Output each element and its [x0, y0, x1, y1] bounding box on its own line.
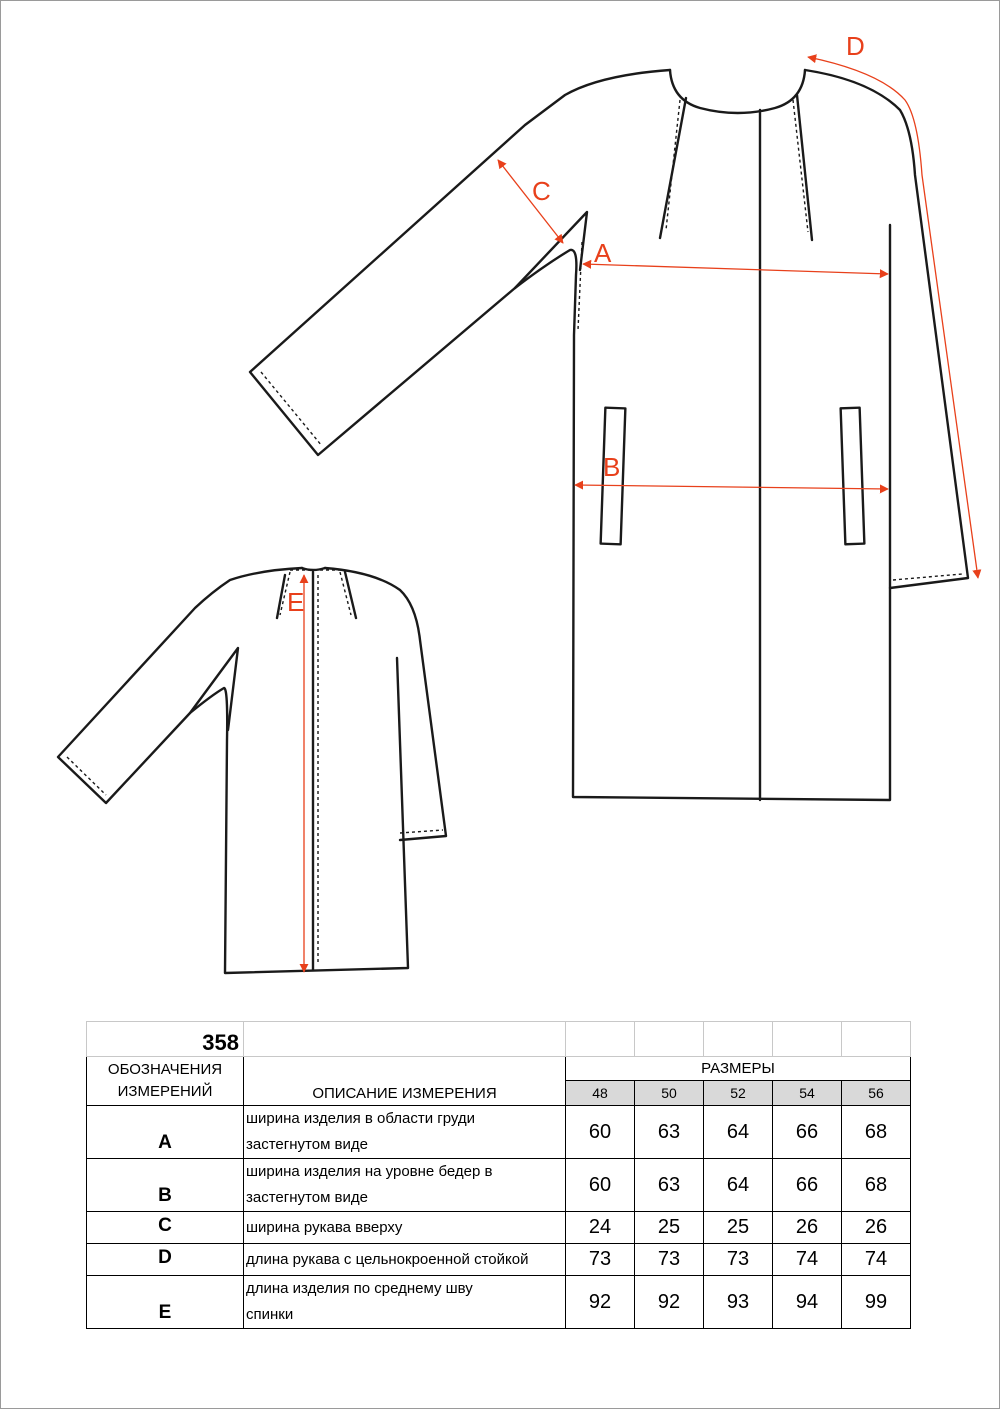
row-description: длина рукава с цельнокроенной стойкой: [244, 1244, 566, 1276]
row-value: 25: [635, 1212, 704, 1244]
back-right-shoulder-sleeve: [325, 568, 446, 840]
row-value: 93: [704, 1276, 773, 1329]
row-description: ширина изделия в области груди застегнутом виде: [244, 1106, 566, 1159]
size-chart-table: [86, 1021, 911, 1329]
table-row: [87, 1276, 911, 1329]
back-underarm-gusset: [190, 648, 238, 730]
row-value: 73: [704, 1244, 773, 1276]
label-a: A: [594, 238, 612, 268]
header-sizes: РАЗМЕРЫ: [566, 1057, 911, 1081]
model-number: 358: [87, 1022, 244, 1057]
row-value: 74: [773, 1244, 842, 1276]
row-value: 99: [842, 1276, 911, 1329]
front-view: [250, 70, 968, 800]
table-row: [87, 1159, 911, 1212]
size-col: 50: [635, 1081, 704, 1106]
measure-arrows: [304, 57, 978, 972]
size-col: 54: [773, 1081, 842, 1106]
row-value: 74: [842, 1244, 911, 1276]
row-value: 66: [773, 1159, 842, 1212]
back-view: [58, 568, 446, 973]
label-d: D: [846, 31, 865, 61]
back-stitching: [67, 570, 443, 965]
arrow-c: [498, 160, 563, 243]
row-value: 73: [566, 1244, 635, 1276]
table-row: [87, 1212, 911, 1244]
row-code: B: [87, 1159, 244, 1212]
row-value: 63: [635, 1106, 704, 1159]
row-code: C: [87, 1212, 244, 1244]
front-right-dart: [797, 95, 812, 240]
label-e: E: [287, 587, 305, 617]
row-description: ширина изделия на уровне бедер в застегнутом виде: [244, 1159, 566, 1212]
label-b: B: [603, 452, 621, 482]
arrow-a: [583, 264, 888, 274]
size-col: 52: [704, 1081, 773, 1106]
size-col: 48: [566, 1081, 635, 1106]
table-row: [87, 1244, 911, 1276]
front-right-pocket: [841, 408, 865, 545]
row-value: 68: [842, 1106, 911, 1159]
header-description: ОПИСАНИЕ ИЗМЕРЕНИЯ: [244, 1057, 566, 1106]
row-value: 24: [566, 1212, 635, 1244]
arrow-d: [808, 57, 978, 578]
front-stitching: [261, 100, 962, 580]
row-value: 92: [566, 1276, 635, 1329]
row-value: 25: [704, 1212, 773, 1244]
row-value: 73: [635, 1244, 704, 1276]
row-value: 26: [773, 1212, 842, 1244]
row-value: 60: [566, 1159, 635, 1212]
row-description: ширина рукава вверху: [244, 1212, 566, 1244]
row-value: 94: [773, 1276, 842, 1329]
row-code: A: [87, 1106, 244, 1159]
back-right-dart: [345, 572, 356, 618]
header-designation: ОБОЗНАЧЕНИЯ ИЗМЕРЕНИЙ: [87, 1057, 244, 1106]
row-value: 92: [635, 1276, 704, 1329]
row-value: 26: [842, 1212, 911, 1244]
row-description: длина изделия по среднему шву спинки: [244, 1276, 566, 1329]
row-code: D: [87, 1244, 244, 1276]
header-blank: [244, 1022, 566, 1057]
size-col: 56: [842, 1081, 911, 1106]
table-row: [87, 1106, 911, 1159]
front-neckline: [670, 70, 805, 113]
row-value: 64: [704, 1106, 773, 1159]
label-c: C: [532, 176, 551, 206]
row-value: 64: [704, 1159, 773, 1212]
back-outline: [58, 568, 408, 973]
front-outline: [250, 70, 890, 800]
row-value: 66: [773, 1106, 842, 1159]
row-code: E: [87, 1276, 244, 1329]
row-value: 63: [635, 1159, 704, 1212]
row-value: 60: [566, 1106, 635, 1159]
row-value: 68: [842, 1159, 911, 1212]
